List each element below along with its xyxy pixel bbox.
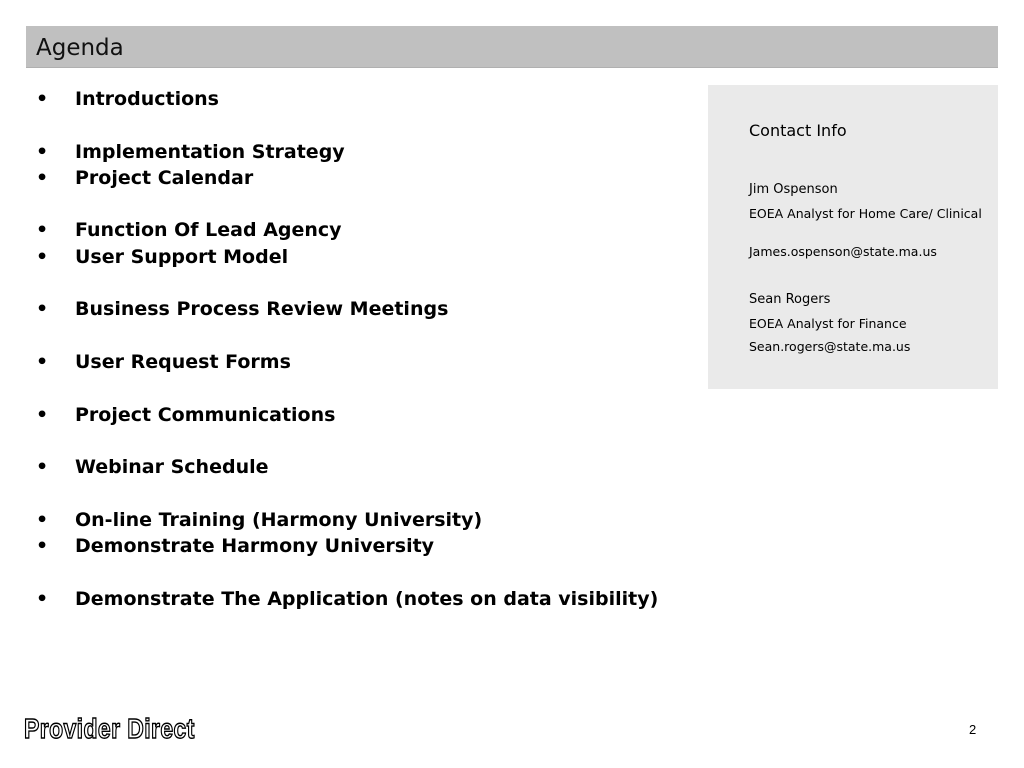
agenda-item-label: Business Process Review Meetings [75,298,449,321]
bullet-icon: • [36,350,49,373]
agenda-item-label: User Request Forms [75,350,291,373]
contact-info-title: Contact Info [749,121,847,140]
bullet-icon: • [36,219,49,242]
bullet-icon: • [36,245,49,268]
page-number: 2 [969,722,977,737]
contact-role: EOEA Analyst for Finance [749,316,907,331]
agenda-item-label: User Support Model [75,245,289,268]
agenda-item [36,217,696,243]
bullet-icon: • [36,166,49,189]
slide-title: Agenda [36,35,124,61]
agenda-item-label: Demonstrate The Application (notes on data visibility) [75,587,659,610]
agenda-item [36,244,696,270]
contact-email[interactable]: Sean.rogers@state.ma.us [749,339,911,354]
agenda-item [36,533,696,559]
agenda-item-label: Function Of Lead Agency [75,219,342,242]
bullet-icon: • [36,587,49,610]
agenda-item-label: Demonstrate Harmony University [75,535,435,558]
contact-email[interactable]: James.ospenson@state.ma.us [749,244,937,259]
bullet-icon: • [36,140,49,163]
agenda-item [36,402,696,428]
bullet-icon: • [36,456,49,479]
agenda-item [36,507,696,533]
agenda-list [36,86,696,612]
agenda-item-label: Project Calendar [75,166,254,189]
agenda-item [36,349,696,375]
agenda-item [36,296,696,322]
bullet-icon: • [36,508,49,531]
contact-role: EOEA Analyst for Home Care/ Clinical [749,206,982,221]
agenda-item-label: Webinar Schedule [75,456,269,479]
contact-info-panel [708,85,998,389]
contact-name: Sean Rogers [749,292,831,307]
bullet-icon: • [36,298,49,321]
agenda-item [36,165,696,191]
agenda-item-label: On-line Training (Harmony University) [75,508,483,531]
agenda-item-label: Introductions [75,88,219,110]
agenda-item [36,454,696,480]
agenda-item [36,139,696,165]
title-bar [26,26,998,68]
agenda-item [36,86,696,112]
bullet-icon: • [36,403,49,426]
bullet-icon: • [36,88,49,110]
agenda-item-label: Implementation Strategy [75,140,345,163]
provider-direct-logo: Provider Direct [24,713,195,744]
agenda-item-label: Project Communications [75,403,336,426]
bullet-icon: • [36,535,49,558]
agenda-item [36,586,696,612]
contact-name: Jim Ospenson [749,182,838,197]
